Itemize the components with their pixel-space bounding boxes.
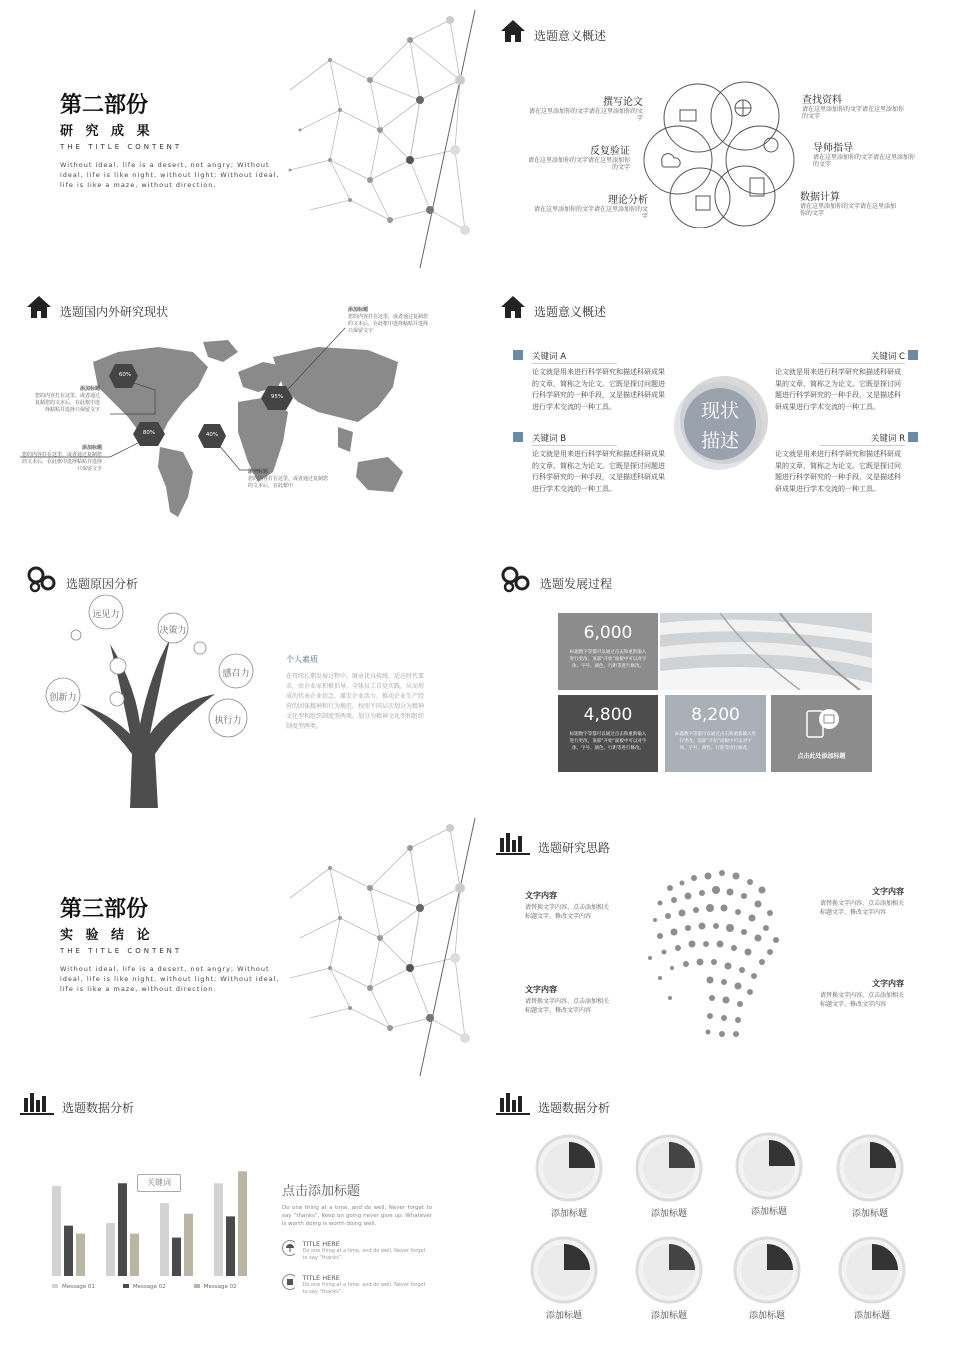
- header-title: 选题发展过程: [540, 576, 613, 591]
- header-title: 选题国内外研究现状: [60, 304, 169, 319]
- center-text: 现状 描述: [700, 400, 739, 452]
- bar: [184, 1214, 193, 1276]
- pie-label: 添加标题: [650, 1311, 687, 1321]
- item-find-data: 查找资料 请在这里添加你的文字请在这里添加你的文字: [802, 95, 905, 120]
- item-mentor: 导师指导 请在这里添加你的文字请在这里添加你的文字: [813, 143, 916, 168]
- head-icons-graphic: [630, 858, 800, 1048]
- monitor-icon: [680, 110, 696, 121]
- smartphone-icon: [803, 705, 843, 741]
- pie-label: 添加标题: [650, 1209, 687, 1219]
- header-title: 选题研究思路: [538, 840, 611, 855]
- keyword-b: 关键词 B 论文就是用来进行科学研究和描述科研成果的文章，简称之为论文。它既是探讨问题进行科学研究的一种手段，又是描述科研成果进行学术交流的一种工具。: [532, 434, 665, 493]
- legend-item: Message 02: [194, 1284, 237, 1290]
- part-subtitle: 实 验 结 论: [60, 928, 154, 943]
- architecture-photo: [660, 613, 872, 690]
- part-quote: Without ideal, life is a desert, not angry; Without ideal, life is like night, without light; Without ideal, life is like a maze, without direction.: [60, 965, 280, 993]
- item-write-paper: 撰写论文 请在这里添加你的文字请在这里添加你的文字: [528, 97, 643, 122]
- bar: [64, 1226, 73, 1276]
- square-bullet: [908, 350, 918, 360]
- cup-icon: [282, 1274, 295, 1290]
- slide-header: [500, 16, 606, 46]
- intro-paragraph: Do one thing at a time, and do well. Never forget to say “thanks”. Keep on going never give up. Whatever is worth doing is worth doing well.: [282, 1205, 432, 1227]
- stat-card-1: 6,000 标题数字等都可以通过点击和重新输入进行更改，顶部“开始”面板中可以对字体、字号、颜色、行距等进行修改。: [558, 613, 658, 690]
- keyword-r: 关键词 R 论文就是用来进行科学研究和描述科研成果的文章，简称之为论文。它既是探讨问题进行科学研究的一种手段，又是描述科研成果进行学术交流的一种工具。: [775, 434, 905, 493]
- header-title: 选题数据分析: [62, 1100, 135, 1115]
- overlapping-circles-diagram: [640, 78, 800, 228]
- slide-data-analysis-bars: [0, 1080, 480, 1348]
- umbrella-icon: [282, 1240, 295, 1256]
- bar-chart-icon: [496, 830, 530, 856]
- bubble-label: 创新力: [49, 693, 77, 703]
- slide-part-three-cover: [0, 808, 480, 1076]
- header-title: 选题数据分析: [538, 1100, 611, 1115]
- badge-80: 80%: [142, 430, 156, 436]
- home-icon: [500, 18, 526, 44]
- bar: [52, 1186, 61, 1276]
- badge-95: 95%: [270, 394, 284, 400]
- side-title: 个人素质: [286, 655, 318, 664]
- bar: [226, 1216, 235, 1276]
- slide-cause-analysis: [0, 544, 480, 812]
- slide-significance-overview: [480, 0, 960, 268]
- bar: [76, 1234, 85, 1276]
- add-title-heading: 点击添加标题: [282, 1184, 361, 1199]
- part-en-title: THE TITLE CONTENT: [60, 143, 183, 151]
- gears-icon: [500, 565, 532, 593]
- cloud-icon: [662, 154, 681, 167]
- side-text: 在持续长期发展过程中，继承优良传统，适应时代要求，由企业家积极倡导，全体员工自觉实践，从而形成的代表企业信念、激发企业活力、推动企业生产经营的团体精神和行为规范。按照不同层次划分为精神文化型和组织制度型两类，划分为精神文化型和组织制度型两类。: [286, 673, 425, 730]
- slide-data-analysis-pies: [480, 1080, 960, 1348]
- slide-header: [500, 292, 606, 322]
- bar: [106, 1223, 115, 1276]
- item-theory: 理论分析 请在这里添加你的文字请在这里添加你的文字: [533, 195, 648, 220]
- pie-label: 添加标题: [748, 1311, 785, 1321]
- approach-item-1: 文字内容 请替换文字内容、点击添加相关标题文字、修改文字内容: [525, 891, 610, 920]
- map-note: 添加标题 您的内容打在这里，或者通过复制您的文本后，在此框中选择粘贴并选择只保留文字: [34, 386, 100, 413]
- part-quote: Without ideal, life is a desert, not angry; Without ideal, life is like night, without light; Without ideal, life is like a maze, without direction.: [60, 161, 280, 189]
- user-icon: [764, 138, 778, 152]
- square-bullet: [513, 350, 523, 360]
- stat-card-2: 4,800 标题数字等都可以通过点击和重新输入进行更改，顶部“开始”面板中可以对字体、字号、颜色、行距等进行修改。: [558, 695, 658, 772]
- slide-header: [496, 828, 610, 858]
- phone-card[interactable]: [771, 695, 872, 772]
- edit-icon: [696, 196, 710, 210]
- stat-card-3: 8,200 标题数字等都可以通过点击和重新输入进行更改，顶部“开始”面板中可以对字体、字号、颜色、行距等进行修改。: [665, 695, 766, 772]
- map-note: 添加标题 您的内容打在这里，或者通过复制您的文本后，在此框中选择粘贴并选择只保留文字: [348, 307, 429, 334]
- pie-label: 添加标题: [750, 1207, 787, 1217]
- pie-label: 添加标题: [853, 1311, 890, 1321]
- approach-item-3: 文字内容 请替换文字内容、点击添加相关标题文字、修改文字内容: [820, 887, 905, 916]
- legend-item: Message 02: [123, 1284, 166, 1290]
- part-en-title: THE TITLE CONTENT: [60, 947, 183, 955]
- map-note: 添加标题 您的内容打在这里，或者通过复制您的文本后，在此框中: [248, 469, 329, 489]
- bar: [172, 1238, 181, 1276]
- slide-status-description: [480, 272, 960, 540]
- header-title: 选题意义概述: [534, 28, 607, 43]
- bubble-label: 远见力: [92, 610, 120, 620]
- slide-header: [20, 1088, 134, 1118]
- network-graphic: [270, 808, 480, 1076]
- badge-40: 40%: [205, 432, 219, 438]
- bubble-label: 感召力: [222, 669, 250, 679]
- part-title: 第二部份: [60, 93, 149, 118]
- pie-label: 添加标题: [851, 1209, 888, 1219]
- bar: [214, 1183, 223, 1276]
- bar: [238, 1171, 247, 1276]
- slide-part-two-cover: [0, 0, 480, 268]
- bar: [160, 1203, 169, 1276]
- chart-legend: [52, 1284, 237, 1290]
- bar-chart-icon: [496, 1090, 530, 1116]
- title-item-1: TITLE HERE Do one thing at a time, and do well. Never forget to say “thanks”.: [282, 1240, 432, 1262]
- header-title: 选题意义概述: [534, 304, 607, 319]
- home-icon: [500, 294, 526, 320]
- bubble-label: 决策力: [159, 626, 187, 636]
- part-subtitle: 研 究 成 果: [60, 124, 154, 139]
- slide-header: [496, 1088, 610, 1118]
- item-verify: 反复验证 请在这里添加你的文字请在这里添加你的文字: [527, 146, 630, 171]
- keyword-c: 关键词 C 论文就是用来进行科学研究和描述科研成果的文章，简称之为论文。它既是探讨问题进行科学研究的一种手段，又是描述科研成果进行学术交流的一种工具。: [775, 352, 905, 411]
- slide-development-process: [480, 544, 960, 812]
- slide-header: [500, 564, 612, 594]
- badge-60: 60%: [118, 372, 132, 378]
- approach-item-2: 文字内容 请替换文字内容、点击添加相关标题文字、修改文字内容: [525, 985, 610, 1014]
- pie-label: 添加标题: [545, 1311, 582, 1321]
- map-note: 添加标题 您的内容打在这里，或者通过复制您的文本后，在此框中选择粘贴并选择只保留文字: [22, 445, 103, 472]
- bar: [118, 1183, 127, 1276]
- title-item-2: TITLE HERE Do one thing at a time, and do well. Never forget to say “thanks”.: [282, 1274, 432, 1296]
- slide-research-status: [0, 272, 480, 540]
- bubble-label: 执行力: [214, 716, 242, 726]
- item-compute: 数据计算 请在这里添加你的文字请在这里添加你的文字: [800, 192, 897, 217]
- keyword-a: 关键词 A 论文就是用来进行科学研究和描述科研成果的文章，简称之为论文。它既是探讨问题进行科学研究的一种手段，又是描述科研成果进行学术交流的一种工具。: [532, 352, 665, 411]
- slide-research-approach: [480, 808, 960, 1076]
- square-bullet: [908, 432, 918, 442]
- bar: [130, 1234, 139, 1276]
- square-bullet: [513, 432, 523, 442]
- header-title: 选题原因分析: [66, 576, 139, 591]
- part-title: 第三部份: [60, 897, 149, 922]
- bar-chart-icon: [20, 1090, 54, 1116]
- network-graphic: [270, 0, 480, 268]
- phone-label: 点击此处添加标题: [797, 753, 846, 760]
- legend-item: Message 01: [52, 1284, 95, 1290]
- keyword-callout: 关键词: [137, 1174, 181, 1192]
- pie-label: 添加标题: [550, 1209, 587, 1219]
- approach-item-4: 文字内容 请替换文字内容、点击添加相关标题文字、修改文字内容: [820, 979, 905, 1008]
